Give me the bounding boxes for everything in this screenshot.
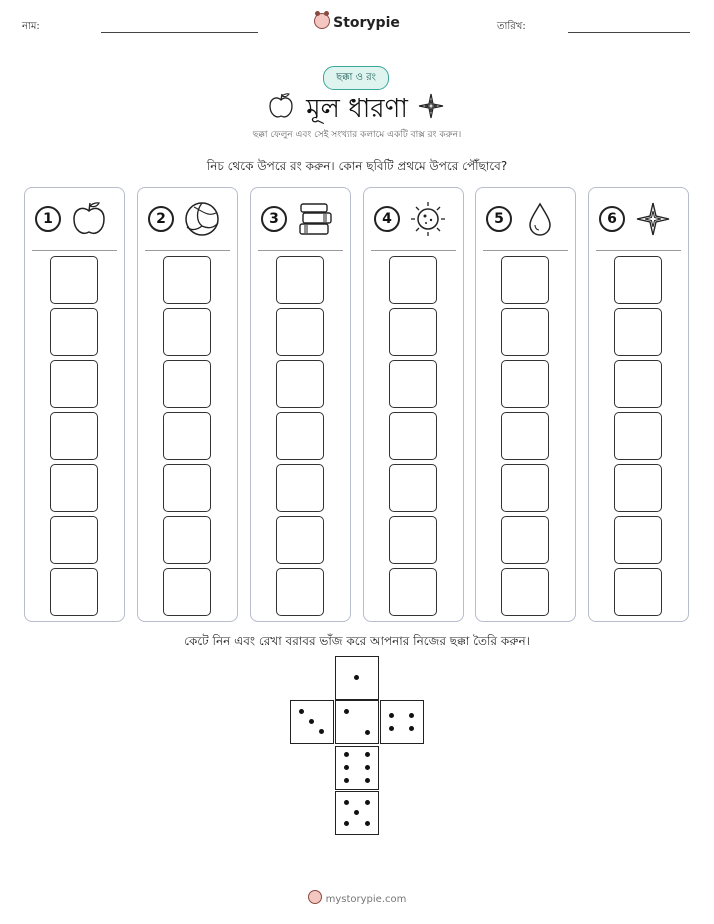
pip [365,765,370,770]
pip [365,730,370,735]
date-line[interactable] [568,32,690,33]
column-5 [475,187,576,622]
color-box[interactable] [163,516,211,564]
page-title: মূল ধারণা [306,94,408,124]
instruction: নিচ থেকে উপরে রং করুন। কোন ছবিটি প্রথমে উপরে পৌঁছাবে? [206,159,508,173]
color-box[interactable] [276,568,324,616]
pip [354,675,359,680]
brand-logo [0,13,714,31]
color-box[interactable] [163,360,211,408]
pip [409,726,414,731]
apple-icon [69,199,109,239]
name-label: নাম: [22,21,40,32]
color-box[interactable] [614,412,662,460]
color-box[interactable] [50,308,98,356]
dice-face-three [290,700,334,744]
column-divider [32,250,117,251]
water-drop-icon [520,199,560,239]
sparkle-star-icon [633,199,673,239]
dice-face-four [380,700,424,744]
date-label: তারিখ: [497,21,526,32]
bear-logo-icon [308,890,322,904]
pip [354,810,359,815]
stack-of-books-icon [295,199,335,239]
pip [344,709,349,714]
pip [309,719,314,724]
color-box[interactable] [163,568,211,616]
column-number: 3 [261,206,287,232]
color-box[interactable] [50,412,98,460]
color-box[interactable] [163,412,211,460]
color-box[interactable] [501,464,549,512]
column-divider [145,250,230,251]
column-divider [371,250,456,251]
sun-icon [408,199,448,239]
color-box[interactable] [50,568,98,616]
dice-face-one [335,656,379,700]
color-box[interactable] [50,464,98,512]
pip [389,713,394,718]
color-box[interactable] [276,516,324,564]
pip [344,765,349,770]
color-box[interactable] [614,256,662,304]
color-box[interactable] [614,516,662,564]
cut-instruction: কেটে নিন এবং রেখা বরাবর ভাঁজ করে আপনার নিজের ছক্কা তৈরি করুন। [184,634,530,648]
pip [344,778,349,783]
color-box[interactable] [50,256,98,304]
dice-face-six [335,746,379,790]
pip [344,800,349,805]
color-box[interactable] [501,308,549,356]
pip [319,729,324,734]
pip [365,752,370,757]
pip [365,821,370,826]
dice-face-five [335,791,379,835]
column-divider [483,250,568,251]
pip [344,821,349,826]
pip [299,709,304,714]
color-box[interactable] [163,308,211,356]
color-box[interactable] [50,360,98,408]
dice-face-two [335,700,379,744]
column-number: 5 [486,206,512,232]
topic-tag: ছক্কা ও রং [323,66,389,90]
color-box[interactable] [276,360,324,408]
pip [365,778,370,783]
color-box[interactable] [501,412,549,460]
color-box[interactable] [163,256,211,304]
color-box[interactable] [389,360,437,408]
pip [409,713,414,718]
color-box[interactable] [389,568,437,616]
color-box[interactable] [501,516,549,564]
footer [0,890,714,905]
dice-net [290,656,426,836]
color-box[interactable] [501,256,549,304]
color-box[interactable] [276,308,324,356]
footer-url: mystorypie.com [325,894,407,905]
color-box[interactable] [389,308,437,356]
color-box[interactable] [614,568,662,616]
color-box[interactable] [389,464,437,512]
color-box[interactable] [614,308,662,356]
column-number: 6 [599,206,625,232]
name-line[interactable] [101,32,258,33]
bear-logo-icon [314,13,330,29]
column-4 [363,187,464,622]
column-6 [588,187,689,622]
brand-name: Storypie [333,15,400,31]
color-box[interactable] [501,568,549,616]
pip [344,752,349,757]
volleyball-icon [182,199,222,239]
column-3 [250,187,351,622]
color-box[interactable] [50,516,98,564]
color-box[interactable] [614,360,662,408]
color-box[interactable] [389,516,437,564]
column-2 [137,187,238,622]
column-divider [258,250,343,251]
column-divider [596,250,681,251]
subtitle: ছক্কা ফেলুন এবং সেই সংখ্যার কলামে একটি বাক্স রং করুন। [252,130,462,140]
pip [389,726,394,731]
color-box[interactable] [501,360,549,408]
column-number: 1 [35,206,61,232]
color-box[interactable] [389,256,437,304]
column-1 [24,187,125,622]
color-box[interactable] [163,464,211,512]
sparkle-star-icon [418,93,444,119]
color-box[interactable] [389,412,437,460]
pip [365,800,370,805]
color-box[interactable] [276,256,324,304]
color-box[interactable] [276,464,324,512]
color-box[interactable] [276,412,324,460]
column-number: 2 [148,206,174,232]
color-box[interactable] [614,464,662,512]
column-number: 4 [374,206,400,232]
